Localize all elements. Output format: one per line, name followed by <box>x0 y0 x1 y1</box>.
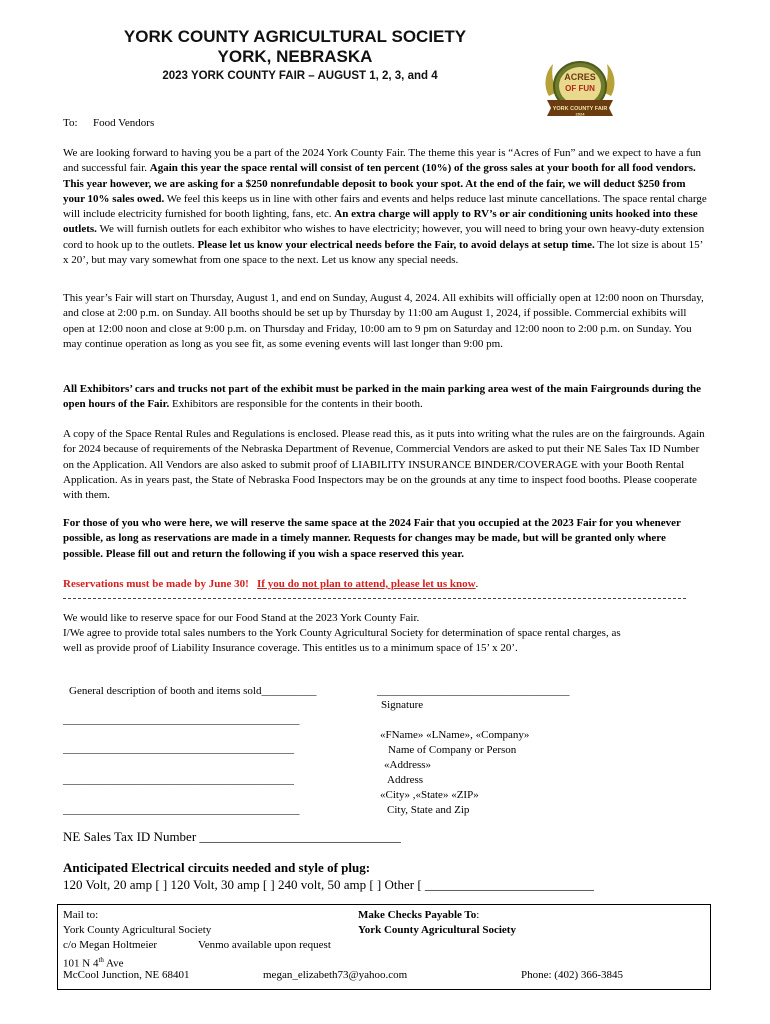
street-name: Ave <box>103 957 124 970</box>
org-title: YORK COUNTY AGRICULTURAL SOCIETY <box>123 27 467 46</box>
cut-line-divider <box>63 598 686 599</box>
logo-text-mid: OF FUN <box>565 84 595 93</box>
checks-label-text: Make Checks Payable To <box>358 909 477 921</box>
signature-line[interactable]: ___________________________________ <box>377 685 570 697</box>
reservation-paragraph: For those of you who were here, we will reserve the same space at the 2024 Fair that you occupied at the 2023 Fair for you whenever possible, as long as reservations are made in a timely manner. Requests for changes may be made, but will be granted only where possible. Please fill out and return the following if you wish a space reserved this year. <box>63 517 681 560</box>
to-label: To: <box>63 117 78 129</box>
address-label: Address <box>387 774 424 786</box>
acres-of-fun-logo <box>541 56 619 120</box>
attendance-notice: If you do not plan to attend, please let us know <box>257 578 476 590</box>
logo-text-top: ACRES <box>564 72 596 82</box>
city-label: City, State and Zip <box>387 804 470 816</box>
street-suffix: th <box>98 956 104 964</box>
schedule-paragraph: This year’s Fair will start on Thursday, August 1, and end on Sunday, August 4, 2024. All exhibits will officially open at 12:00 noon on Thursday, and close at 2:00 p.m. on Sunday. All booths should be set up by Thursday by 11:00 am August 1, 2024, if possible. Commercial exhibits will open at 12:00 noon and close at 9:00 p.m. on Thursday and Friday, 10:00 am to 9 pm on Saturday and 12:00 noon to 2:00 p.m. on Sunday. You may continue operation as long as you see fit, as some evening events will last longer than 9:00 pm. <box>63 292 704 350</box>
checks-colon: : <box>476 909 480 921</box>
reservation-deadline <box>63 577 478 591</box>
form-agreement: I/We agree to provide total sales numbers to the York County Agricultural Society for determination of space rental charges, as well as provide proof of Liability Insurance coverage. This entitles us to a minimum space of 15’ x 20’. <box>63 627 621 655</box>
rules-paragraph: A copy of the Space Rental Rules and Regulations is enclosed. Please read this, as it puts into writing what the rules are on the fairgrounds. Again for 2024 because of requirements of the Nebraska Department of Revenue, Commercial Vendors are asked to put their NE Sales Tax ID Number on the Application. All Vendors are also asked to submit proof of LIABILITY INSURANCE BINDER/COVERAGE with your Booth Rental Application. As in years past, the State of Nebraska Food Inspectors may be on the grounds at any time to inspect food booths. Please cooperate with them. <box>63 428 705 502</box>
electrical-needs-notice: Please let us know your electrical needs before the Fair, to avoid delays at setup time. <box>197 238 595 251</box>
mail-attn: c/o Megan Holtmeier <box>63 939 158 951</box>
notice-period: . <box>475 578 479 590</box>
booth-description-label[interactable]: General description of booth and items sold__________ <box>69 685 317 697</box>
contact-phone: Phone: (402) 366-3845 <box>521 969 624 981</box>
org-location: YORK, NEBRASKA <box>217 47 373 66</box>
description-line-2[interactable]: __________________________________________ <box>63 743 294 755</box>
logo-year: 2024 <box>575 111 585 117</box>
description-line-3[interactable]: __________________________________________ <box>63 774 294 786</box>
intro-text-2: We feel this keeps us in line with other fairs and events and helps reduce last minute cancellations. The space rental charge will include electricity furnished for booth lighting, fans, etc. <box>63 192 707 221</box>
tax-id-field[interactable]: NE Sales Tax ID Number _______________________________ <box>63 829 401 844</box>
extra-charge-notice: An extra charge will apply to RV’s or air conditioning units hooked into these outlets. <box>63 208 698 236</box>
parking-text: Exhibitors are responsible for the contents in their booth. <box>169 398 423 411</box>
intro-paragraph <box>63 146 708 268</box>
mailing-box <box>57 904 711 990</box>
merge-address-field: «Address» <box>384 759 432 771</box>
description-line-4[interactable]: ___________________________________________ <box>63 804 300 816</box>
to-value: Food Vendors <box>93 117 155 129</box>
electrical-title: Anticipated Electrical circuits needed and style of plug: <box>63 860 371 875</box>
checks-payee: York County Agricultural Society <box>358 924 516 936</box>
electrical-options[interactable]: 120 Volt, 20 amp [ ] 120 Volt, 30 amp [ ] 240 volt, 50 amp [ ] Other [ __________________________ <box>63 877 594 892</box>
merge-city-field: «City» ,«State» «ZIP» <box>380 789 479 801</box>
intro-text-4: The lot size is about 15’ x 20’, but may vary somewhat from one space to the next. Let us know any special needs. <box>63 238 703 267</box>
logo-ribbon-text: YORK COUNTY FAIR <box>552 106 608 112</box>
description-line-1[interactable]: ___________________________________________ <box>63 714 300 726</box>
contact-email[interactable]: megan_elizabeth73@yahoo.com <box>263 969 408 981</box>
merge-name-field: «FName» «LName», «Company» <box>380 729 530 741</box>
parking-notice: All Exhibitors’ cars and trucks not part of the exhibit must be parked in the main parking area west of the main Fairgrounds during the open hours of the Fair. <box>63 383 702 411</box>
signature-label: Signature <box>381 699 424 711</box>
parking-paragraph <box>63 382 708 413</box>
mail-org: York County Agricultural Society <box>63 924 212 936</box>
form-intro-line: We would like to reserve space for our Food Stand at the 2023 York County Fair. <box>63 612 420 624</box>
fair-dates-subtitle: 2023 YORK COUNTY FAIR – AUGUST 1, 2, 3, and 4 <box>162 70 438 82</box>
intro-text-3: We will furnish outlets for each exhibitor who wishes to have electricity; however, you will need to bring your own heavy-duty extension cord to hook up to the outlets. <box>63 223 705 251</box>
name-label: Name of Company or Person <box>388 744 517 756</box>
intro-text-1: We are looking forward to having you be a part of the 2024 York County Fair. The theme this year is “Acres of Fun” and we expect to have a fun and successful fair. <box>63 147 701 175</box>
street-number: 101 N 4 <box>63 957 99 970</box>
space-rental-terms: Again this year the space rental will consist of ten percent (10%) of the gross sales at your booth for all food vendors. This year however, we are asking for a $250 nonrefundable deposit to book your spot. At the end of the fair, we will deduct $250 from your 10% sales owed. <box>63 162 696 205</box>
deadline-text: Reservations must be made by June 30! <box>63 578 249 590</box>
venmo-note: Venmo available upon request <box>198 939 331 951</box>
mail-to-label: Mail to: <box>63 909 99 921</box>
checks-payable-label <box>358 908 479 922</box>
mail-city: McCool Junction, NE 68401 <box>63 969 190 981</box>
